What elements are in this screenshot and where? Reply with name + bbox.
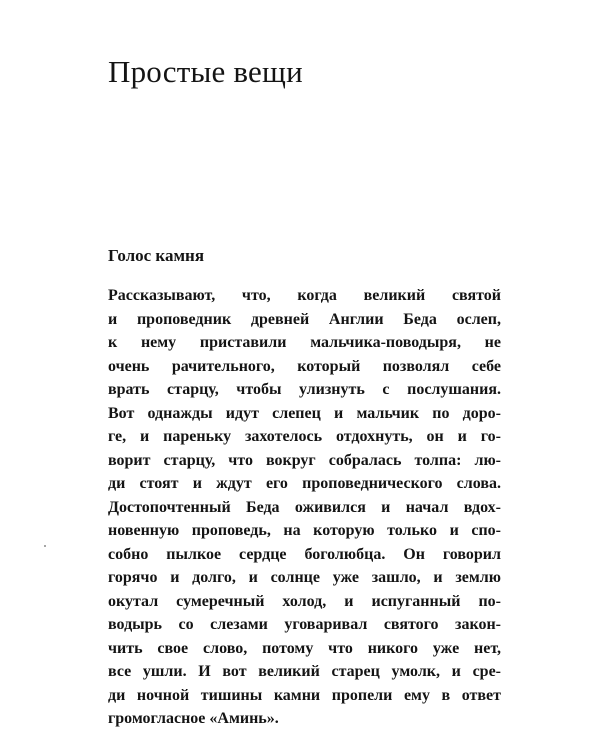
body-line: к нему приставили мальчика-поводыря, не: [108, 334, 501, 351]
body-line: и проповедник древней Англии Беда ослеп,: [108, 310, 501, 328]
body-line: врать старцу, чтобы улизнуть с послушания.: [108, 381, 501, 398]
body-line: горячо и долго, и солнце уже зашло, и землю: [108, 569, 501, 586]
body-line-last: громогласное «Аминь».: [108, 710, 279, 727]
scan-speck: [44, 545, 46, 547]
body-line: чить свое слово, потому что никого уже нет,: [108, 639, 501, 657]
body-line: все ушли. И вот великий старец умолк, и сре-: [108, 663, 501, 680]
body-line: ге, и пареньку захотелось отдохнуть, он и го-: [108, 428, 501, 445]
body-paragraph: [108, 284, 501, 731]
body-line: собно пылкое сердце боголюбца. Он говорил: [108, 545, 501, 563]
body-line: водырь со слезами уговаривал святого закон-: [108, 616, 501, 633]
body-line: ворит старцу, что вокруг собралась толпа: лю-: [108, 451, 501, 469]
body-line: очень рачительного, который позволял себе: [108, 357, 501, 375]
section-title: Голос камня: [108, 246, 205, 265]
body-line: окутал сумеречный холод, и испуганный по-: [108, 592, 501, 610]
body-line: новенную проповедь, на которую только и спо-: [108, 522, 501, 539]
body-line: Достопочтенный Беда оживился и начал вдох-: [108, 498, 501, 516]
body-line: Рассказывают, что, когда великий святой: [108, 287, 501, 304]
body-line: ди стоят и ждут его проповеднического слова.: [108, 475, 501, 492]
body-line: ди ночной тишины камни пропели ему в ответ: [108, 686, 501, 704]
chapter-title: Простые вещи: [108, 54, 303, 89]
body-line: Вот однажды идут слепец и мальчик по доро-: [108, 404, 501, 422]
